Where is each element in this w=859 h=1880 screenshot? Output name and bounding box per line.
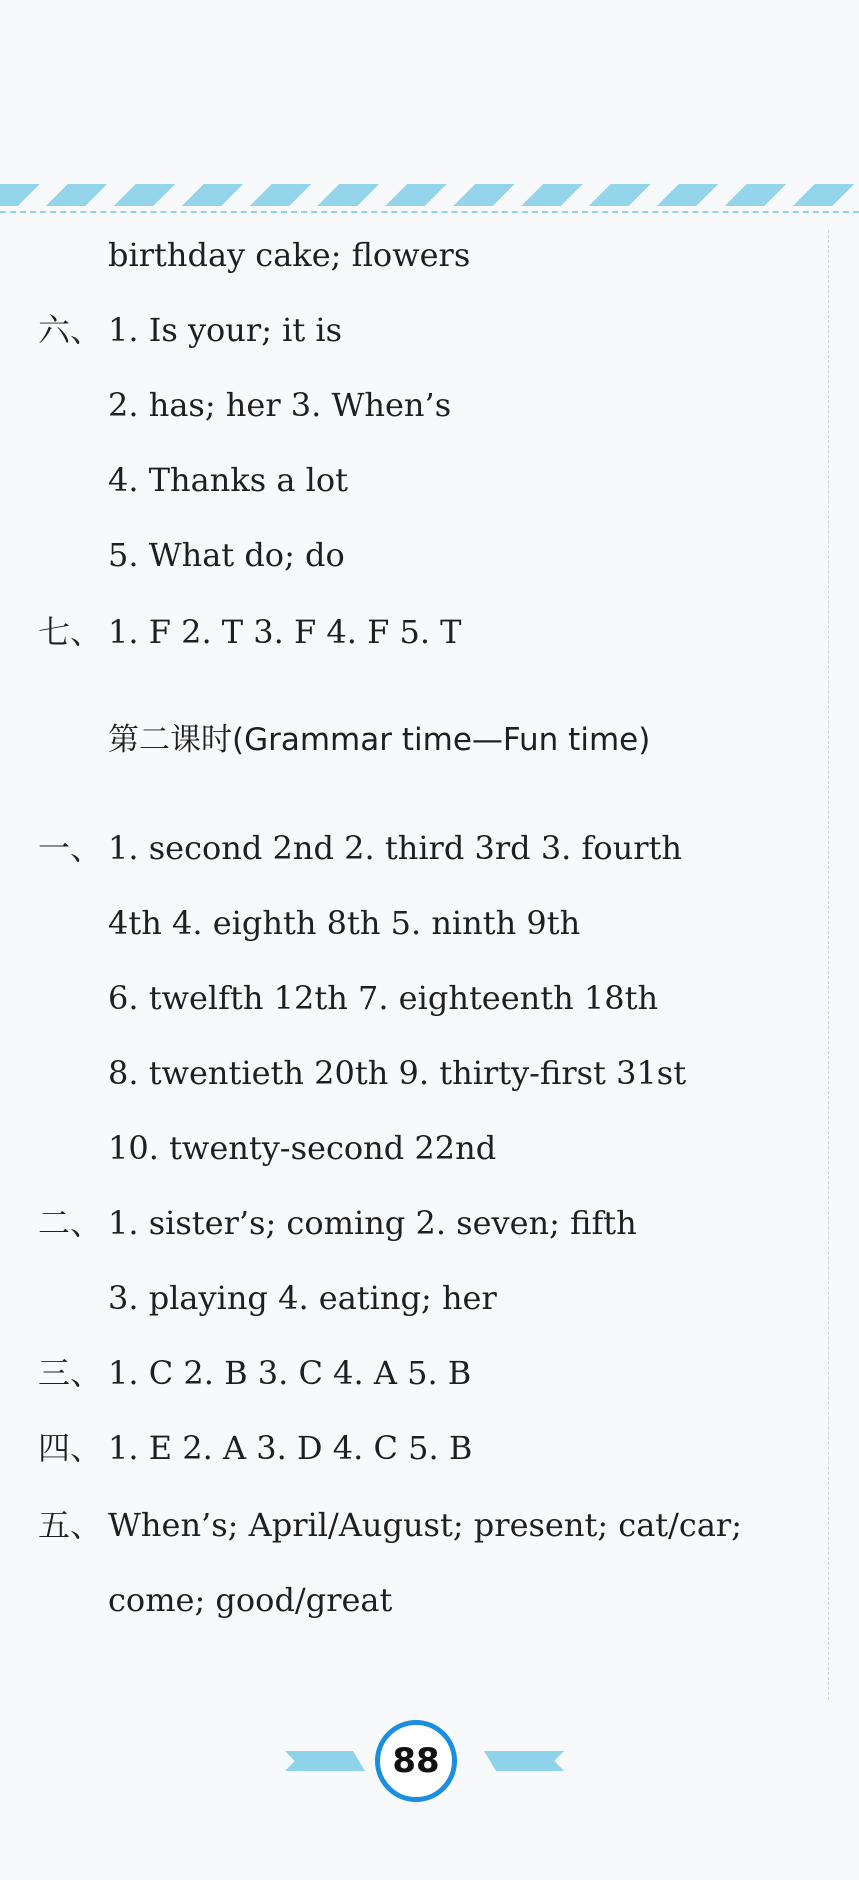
page-number: 88 [375, 1720, 457, 1802]
lesson-title-text: 第二课时(Grammar time—Fun time) [108, 722, 651, 758]
answer-line [0, 375, 859, 435]
answer-line [0, 1043, 859, 1103]
right-arrow-decoration [484, 1751, 564, 1771]
answer-text: 3. playing 4. eating; her [108, 1279, 497, 1317]
answer-text: 10. twenty-second 22nd [108, 1129, 497, 1167]
answer-text: 1. sister’s; coming 2. seven; fifth [108, 1204, 637, 1242]
answer-text: 1. E 2. A 3. D 4. C 5. B [108, 1429, 473, 1467]
answer-text: 8. twentieth 20th 9. thirty-first 31st [108, 1054, 687, 1092]
section-label: 三、 [38, 1354, 103, 1392]
section-label: 五、 [38, 1506, 103, 1544]
answer-line [0, 968, 859, 1028]
answer-text: 2. has; her 3. When’s [108, 386, 452, 424]
section-label: 六、 [38, 311, 103, 349]
answer-text: 5. What do; do [108, 536, 345, 574]
answer-text: When’s; April/August; present; cat/car; [108, 1506, 742, 1544]
answer-line [0, 1268, 859, 1328]
answer-line [0, 450, 859, 510]
answer-text: 1. F 2. T 3. F 4. F 5. T [108, 613, 462, 651]
answer-text: 1. C 2. B 3. C 4. A 5. B [108, 1354, 472, 1392]
answer-text: 4. Thanks a lot [108, 461, 348, 499]
answer-line [0, 525, 859, 585]
lesson-title [0, 710, 859, 770]
answer-text: 1. second 2nd 2. third 3rd 3. fourth [108, 829, 682, 867]
answer-line [0, 1193, 859, 1253]
answer-text: 4th 4. eighth 8th 5. ninth 9th [108, 904, 581, 942]
answer-line [0, 1343, 859, 1403]
answer-line [0, 893, 859, 953]
answer-text: birthday cake; flowers [108, 236, 471, 274]
answer-line [0, 1570, 859, 1630]
answer-line [0, 300, 859, 360]
page-footer [0, 1705, 859, 1825]
answer-text: 1. Is your; it is [108, 311, 343, 349]
answer-line [0, 602, 859, 662]
answer-line [0, 1118, 859, 1178]
section-label: 七、 [38, 613, 103, 651]
left-arrow-decoration [285, 1751, 365, 1771]
answer-line [0, 225, 859, 285]
answer-text: come; good/great [108, 1581, 393, 1619]
answer-line [0, 818, 859, 878]
answer-text: 6. twelfth 12th 7. eighteenth 18th [108, 979, 659, 1017]
section-label: 一、 [38, 829, 103, 867]
answer-line [0, 1495, 859, 1555]
answer-line [0, 1418, 859, 1478]
section-label: 二、 [38, 1204, 103, 1242]
section-label: 四、 [38, 1429, 103, 1467]
